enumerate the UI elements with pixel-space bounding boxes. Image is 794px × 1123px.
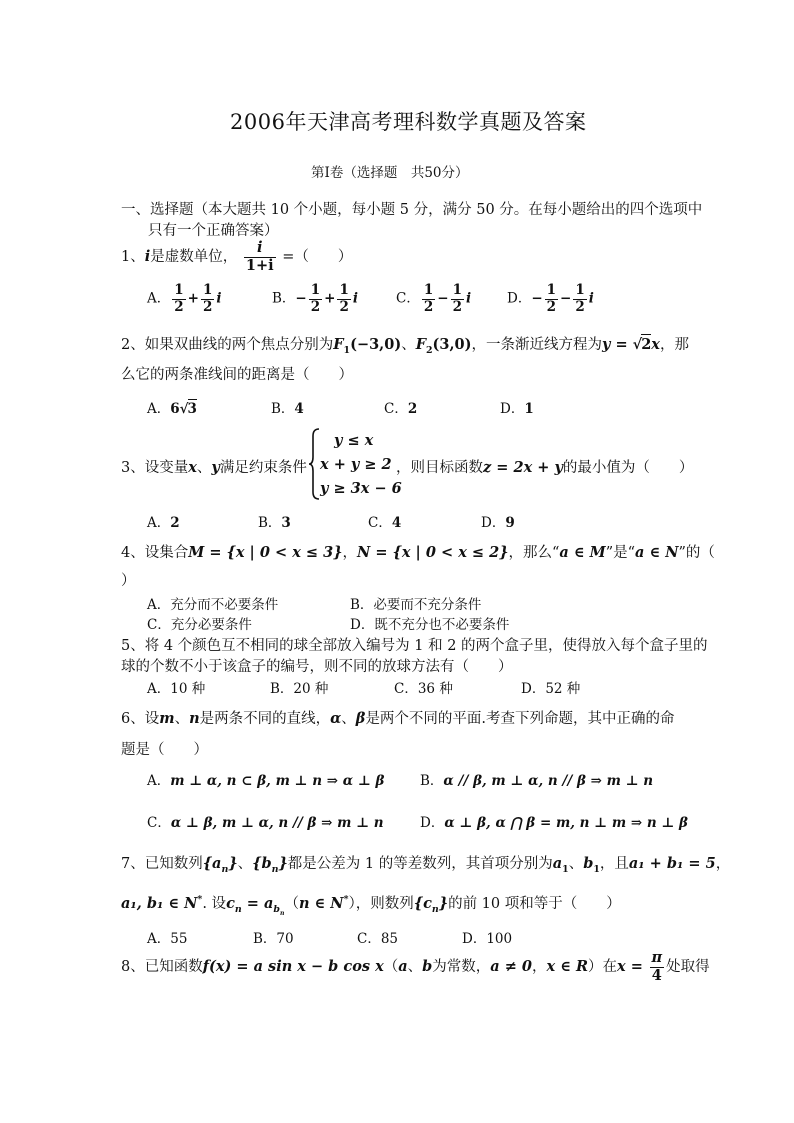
q7-option-d: D．100 bbox=[462, 931, 513, 947]
q2-option-b: B．4 bbox=[271, 401, 304, 417]
constraint-2: x + y ≥ 2 bbox=[320, 456, 392, 473]
question-1: 1、i是虚数单位， $\frac{i}{1+i}$ =（ ） bbox=[121, 239, 353, 274]
q3-option-b: B．3 bbox=[258, 515, 291, 531]
q5-option-a: A．10 种 bbox=[147, 681, 206, 697]
section-heading: 第Ⅰ卷（选择题 共50分） bbox=[311, 165, 469, 181]
question-7-line2: a₁, b₁ ∈ N*. 设$c_n = a_{b_n}(n$ ∈ N*），则数列$\{c_n\}$的前 10 项和等于（ ） bbox=[121, 894, 621, 917]
q6-option-b: B．α // β, m ⊥ α, n // β ⇒ m ⊥ n bbox=[420, 773, 654, 789]
question-8: 8、已知函数f(x) = a sin x − b cos x（a、b为常数，a ≠ 0，x ∈ R）在x = $\frac{\pi}{4}$ 处取得 bbox=[121, 949, 710, 984]
q4-option-d: D．既不充分也不必要条件 bbox=[350, 617, 510, 633]
constraint-1: y ≤ x bbox=[334, 432, 374, 449]
q6-option-d: D．α ⊥ β, α ⋂ β = m, n ⊥ m ⇒ n ⊥ β bbox=[420, 815, 688, 831]
q1-option-a: A． $\frac{1}{2}$ + $\frac{1}{2}$ i bbox=[147, 282, 222, 315]
q3-option-c: C．4 bbox=[368, 515, 402, 531]
q1-option-d: D．− $\frac{1}{2}$ − $\frac{1}{2}$ i bbox=[507, 282, 594, 315]
question-4: 4、设集合M = {x | 0 < x ≤ 3}，N = {x | 0 < x ≤ 2}，那么“a ∈ M”是“a ∈ N”的（ bbox=[121, 544, 715, 561]
q1-option-c: C． $\frac{1}{2}$ − $\frac{1}{2}$ i bbox=[396, 282, 472, 315]
q6-option-c: C．α ⊥ β, m ⊥ α, n // β ⇒ m ⊥ n bbox=[147, 815, 384, 831]
q2-option-c: C．2 bbox=[384, 401, 418, 417]
question-5-line2: 球的个数不小于该盒子的编号，则不同的放球方法有（ ） bbox=[121, 659, 513, 675]
q6-option-a: A．m ⊥ α, n ⊂ β, m ⊥ n ⇒ α ⊥ β bbox=[147, 773, 385, 789]
q1-option-b: B．− $\frac{1}{2}$ + $\frac{1}{2}$ i bbox=[272, 282, 358, 315]
q4-option-a: A．充分而不必要条件 bbox=[147, 597, 279, 613]
question-3-tail: ，则目标函数z = 2x + y的最小值为（ ） bbox=[396, 459, 694, 476]
constraint-3: y ≥ 3x − 6 bbox=[320, 480, 402, 497]
question-6: 6、设m、n是两条不同的直线，α、β是两个不同的平面.考查下列命题，其中正确的命 bbox=[121, 710, 675, 727]
part1-instruction-line2: 只有一个正确答案） bbox=[148, 223, 279, 239]
q3-option-d: D．9 bbox=[481, 515, 515, 531]
q3-option-a: A．2 bbox=[147, 515, 180, 531]
question-7-line1: 7、已知数列$\{a_n\}$、$\{b_n\}$都是公差为 1 的等差数列，其首项分别为$a_1$、$b_1$，且a₁ + b₁ = 5， bbox=[121, 855, 731, 875]
q5-option-c: C．36 种 bbox=[394, 681, 453, 697]
q7-option-b: B．70 bbox=[253, 931, 294, 947]
page-title: 2006年天津高考理科数学真题及答案 bbox=[230, 110, 587, 134]
question-5-line1: 5、将 4 个颜色互不相同的球全部放入编号为 1 和 2 的两个盒子里，使得放入每个盒子里的 bbox=[121, 638, 708, 654]
question-6-line2: 题是（ ） bbox=[121, 742, 208, 758]
q4-option-c: C．充分必要条件 bbox=[147, 617, 252, 633]
question-2-line1: 2、如果双曲线的两个焦点分别为$F_1(-3,0)$、$F_2(3,0)$，一条渐近线方程为y = √2x，那 bbox=[121, 336, 689, 356]
q5-option-b: B．20 种 bbox=[270, 681, 329, 697]
question-2-line2: 么它的两条准线间的距离是（ ） bbox=[121, 367, 353, 383]
q7-option-c: C．85 bbox=[357, 931, 399, 947]
question-3: 3、设变量x、y满足约束条件 bbox=[121, 459, 307, 476]
q2-option-d: D．1 bbox=[500, 401, 534, 417]
q2-option-a: A．6√3 bbox=[147, 401, 197, 417]
part1-instruction-line1: 一、选择题（本大题共 10 个小题，每小题 5 分，满分 50 分。在每小题给出的四个选项中 bbox=[121, 202, 703, 218]
q5-option-d: D．52 种 bbox=[521, 681, 581, 697]
q4-option-b: B．必要而不充分条件 bbox=[350, 597, 482, 613]
q7-option-a: A．55 bbox=[147, 931, 188, 947]
question-4-line2: ） bbox=[121, 573, 136, 589]
